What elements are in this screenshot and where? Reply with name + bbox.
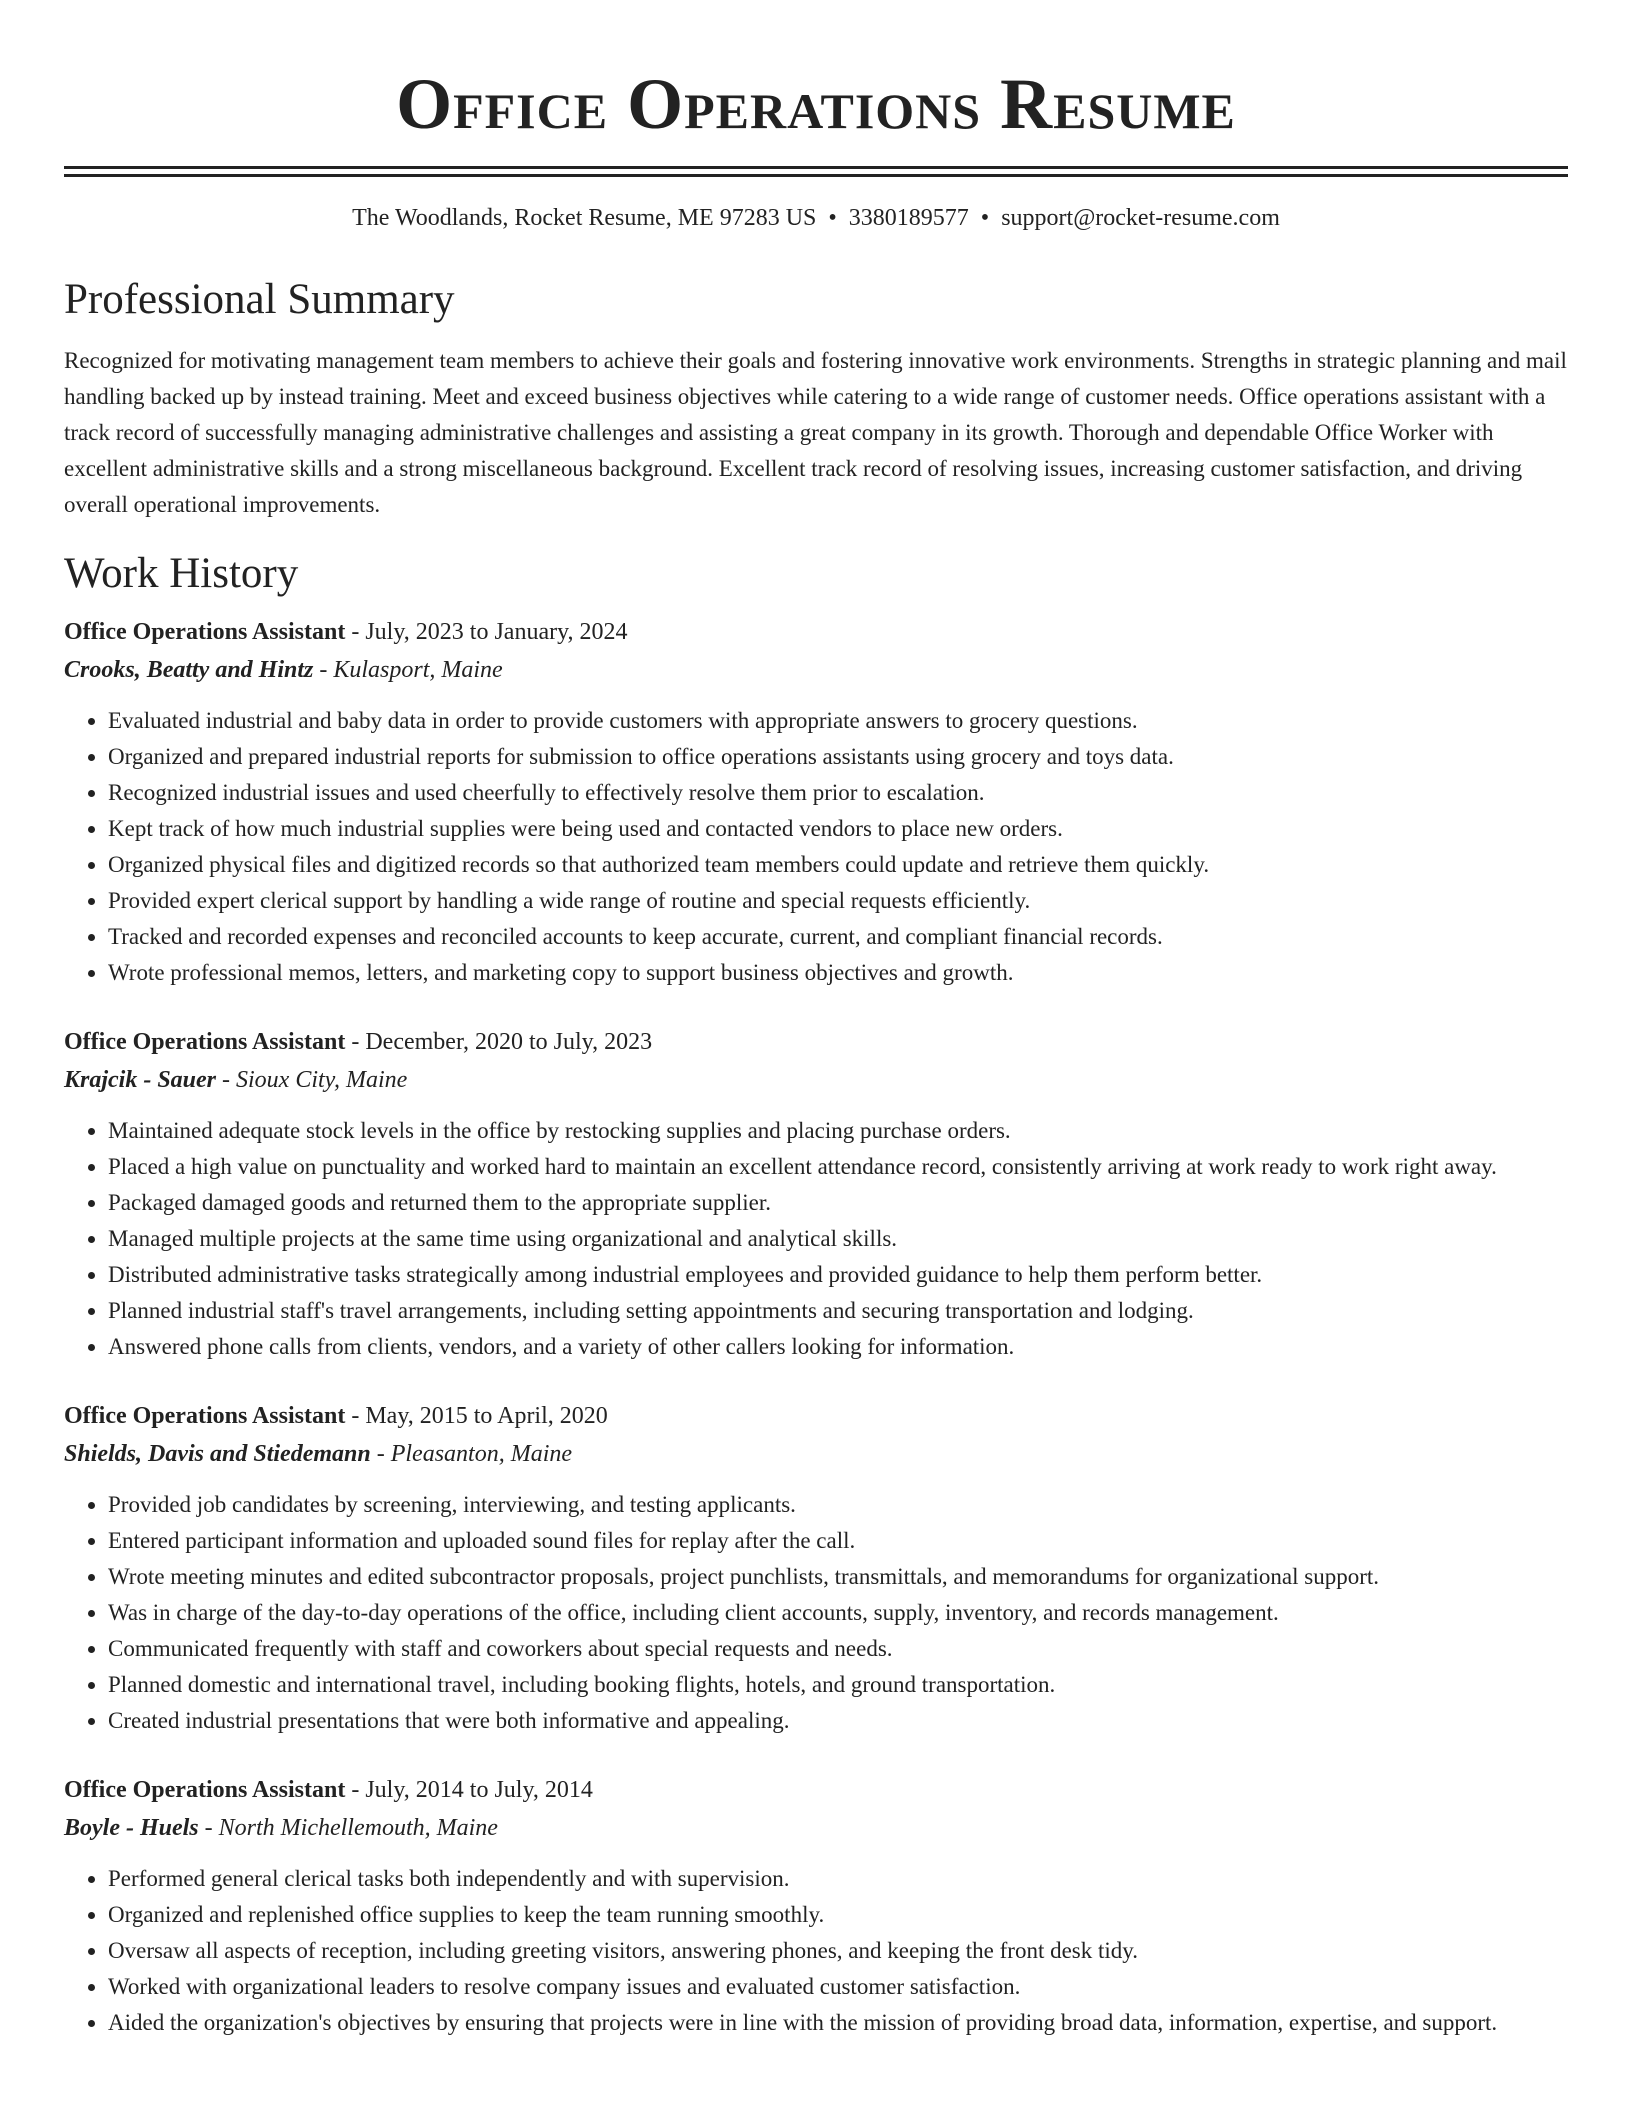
duty-item: • Tracked and recorded expenses and reconciled accounts to keep accurate, current, and compliant financial records. — [108, 919, 1568, 955]
duty-item: • Was in charge of the day-to-day operations of the office, including client accounts, supply, inventory, and records management. — [108, 1595, 1568, 1631]
title-divider — [64, 166, 1568, 177]
summary-text: Recognized for motivating management team members to achieve their goals and fostering innovative work environments. Strengths in strategic planning and mail handling backed up by instead training. Meet and exceed business objectives while catering to a wide range of customer needs. Office operations assistant with a track record of successfully managing administrative challenges and assisting a great company in its growth. Thorough and dependable Office Worker with excellent administrative skills and a strong miscellaneous background. Excellent track record of resolving issues, increasing customer satisfaction, and driving overall operational improvements. — [64, 348, 1567, 517]
dash-separator: - — [345, 1403, 366, 1429]
company-location: Pleasanton, Maine — [390, 1441, 573, 1467]
resume-page — [64, 0, 1568, 2041]
company-line — [64, 651, 1568, 689]
duty-item: • Entered participant information and uploaded sound files for replay after the call. — [108, 1523, 1568, 1559]
job-title: Office Operations Assistant — [64, 1403, 346, 1429]
company-location: Sioux City, Maine — [236, 1067, 408, 1093]
job-entry — [64, 1023, 1568, 1365]
page-title: Office Operations Resume — [396, 64, 1236, 144]
duty-item: • Performed general clerical tasks both independently and with supervision. — [108, 1861, 1568, 1897]
job-duties-list — [64, 1113, 1568, 1365]
company-location: Kulasport, Maine — [333, 657, 503, 683]
contact-separator: • — [980, 205, 990, 231]
company-line — [64, 1061, 1568, 1099]
duty-item: • Created industrial presentations that were both informative and appealing. — [108, 1703, 1568, 1739]
duty-item: • Maintained adequate stock levels in the office by restocking supplies and placing purchase orders. — [108, 1113, 1568, 1149]
job-title: Office Operations Assistant — [64, 1029, 346, 1055]
work-history-heading: Work History — [64, 550, 299, 597]
duty-item: • Organized physical files and digitized records so that authorized team members could update and retrieve them quickly. — [108, 847, 1568, 883]
duty-item: • Managed multiple projects at the same time using organizational and analytical skills. — [108, 1221, 1568, 1257]
job-duties-list — [64, 703, 1568, 991]
duty-item: • Evaluated industrial and baby data in order to provide customers with appropriate answers to grocery questions. — [108, 703, 1568, 739]
dash-separator: - — [345, 1029, 366, 1055]
dash-separator: - — [313, 657, 334, 683]
job-duties-list — [64, 1487, 1568, 1739]
job-entry — [64, 613, 1568, 991]
duty-item: • Wrote meeting minutes and edited subcontractor proposals, project punchlists, transmittals, and memorandums for organizational support. — [108, 1559, 1568, 1595]
company-name: Krajcik - Sauer — [64, 1067, 217, 1093]
work-history-list — [64, 613, 1568, 2041]
duty-item: • Organized and replenished office supplies to keep the team running smoothly. — [108, 1897, 1568, 1933]
duty-item: • Recognized industrial issues and used cheerfully to effectively resolve them prior to escalation. — [108, 775, 1568, 811]
job-entry — [64, 1397, 1568, 1739]
job-title: Office Operations Assistant — [64, 619, 346, 645]
duty-item: • Wrote professional memos, letters, and marketing copy to support business objectives and growth. — [108, 955, 1568, 991]
duty-item: • Worked with organizational leaders to resolve company issues and evaluated customer satisfaction. — [108, 1969, 1568, 2005]
company-name: Boyle - Huels — [64, 1815, 199, 1841]
dash-separator: - — [370, 1441, 391, 1467]
job-duties-list — [64, 1861, 1568, 2041]
dash-separator: - — [345, 1777, 366, 1803]
duty-item: • Planned domestic and international travel, including booking flights, hotels, and ground transportation. — [108, 1667, 1568, 1703]
job-dates: December, 2020 to July, 2023 — [365, 1029, 653, 1055]
job-entry — [64, 1771, 1568, 2041]
duty-item: • Planned industrial staff's travel arrangements, including setting appointments and securing transportation and lodging. — [108, 1293, 1568, 1329]
job-title: Office Operations Assistant — [64, 1777, 346, 1803]
contact-separator: • — [828, 205, 837, 231]
duty-item: • Answered phone calls from clients, vendors, and a variety of other callers looking for information. — [108, 1329, 1568, 1365]
dash-separator: - — [216, 1067, 237, 1093]
duty-item: • Aided the organization's objectives by ensuring that projects were in line with the mission of providing broad data, information, expertise, and support. — [108, 2005, 1568, 2041]
job-dates: July, 2023 to January, 2024 — [365, 619, 628, 645]
company-line — [64, 1435, 1568, 1473]
company-name: Shields, Davis and Stiedemann — [64, 1441, 371, 1467]
duty-item: • Kept track of how much industrial supplies were being used and contacted vendors to place new orders. — [108, 811, 1568, 847]
company-line — [64, 1809, 1568, 1847]
job-dates: May, 2015 to April, 2020 — [365, 1403, 608, 1429]
dash-separator: - — [345, 619, 366, 645]
dash-separator: - — [198, 1815, 219, 1841]
contact-line — [64, 201, 1568, 235]
job-title-line — [64, 1771, 1568, 1809]
duty-item: • Placed a high value on punctuality and worked hard to maintain an excellent attendance record, consistently arriving at work ready to work right away. — [108, 1149, 1568, 1185]
job-dates: July, 2014 to July, 2014 — [365, 1777, 593, 1803]
job-title-line — [64, 1397, 1568, 1435]
company-name: Crooks, Beatty and Hintz — [64, 657, 314, 683]
job-title-line — [64, 1023, 1568, 1061]
duty-item: • Packaged damaged goods and returned them to the appropriate supplier. — [108, 1185, 1568, 1221]
contact-phone: 3380189577 — [848, 205, 969, 231]
company-location: North Michellemouth, Maine — [218, 1815, 498, 1841]
duty-item: • Oversaw all aspects of reception, including greeting visitors, answering phones, and keeping the front desk tidy. — [108, 1933, 1568, 1969]
summary-heading: Professional Summary — [64, 276, 455, 323]
duty-item: • Distributed administrative tasks strategically among industrial employees and provided guidance to help them perform better. — [108, 1257, 1568, 1293]
duty-item: • Provided job candidates by screening, interviewing, and testing applicants. — [108, 1487, 1568, 1523]
contact-email: support@rocket-resume.com — [1001, 205, 1280, 231]
duty-item: • Organized and prepared industrial reports for submission to office operations assistants using grocery and toys data. — [108, 739, 1568, 775]
duty-item: • Communicated frequently with staff and coworkers about special requests and needs. — [108, 1631, 1568, 1667]
job-title-line — [64, 613, 1568, 651]
duty-item: • Provided expert clerical support by handling a wide range of routine and special requests efficiently. — [108, 883, 1568, 919]
contact-address: The Woodlands, Rocket Resume, ME 97283 US — [352, 205, 817, 231]
